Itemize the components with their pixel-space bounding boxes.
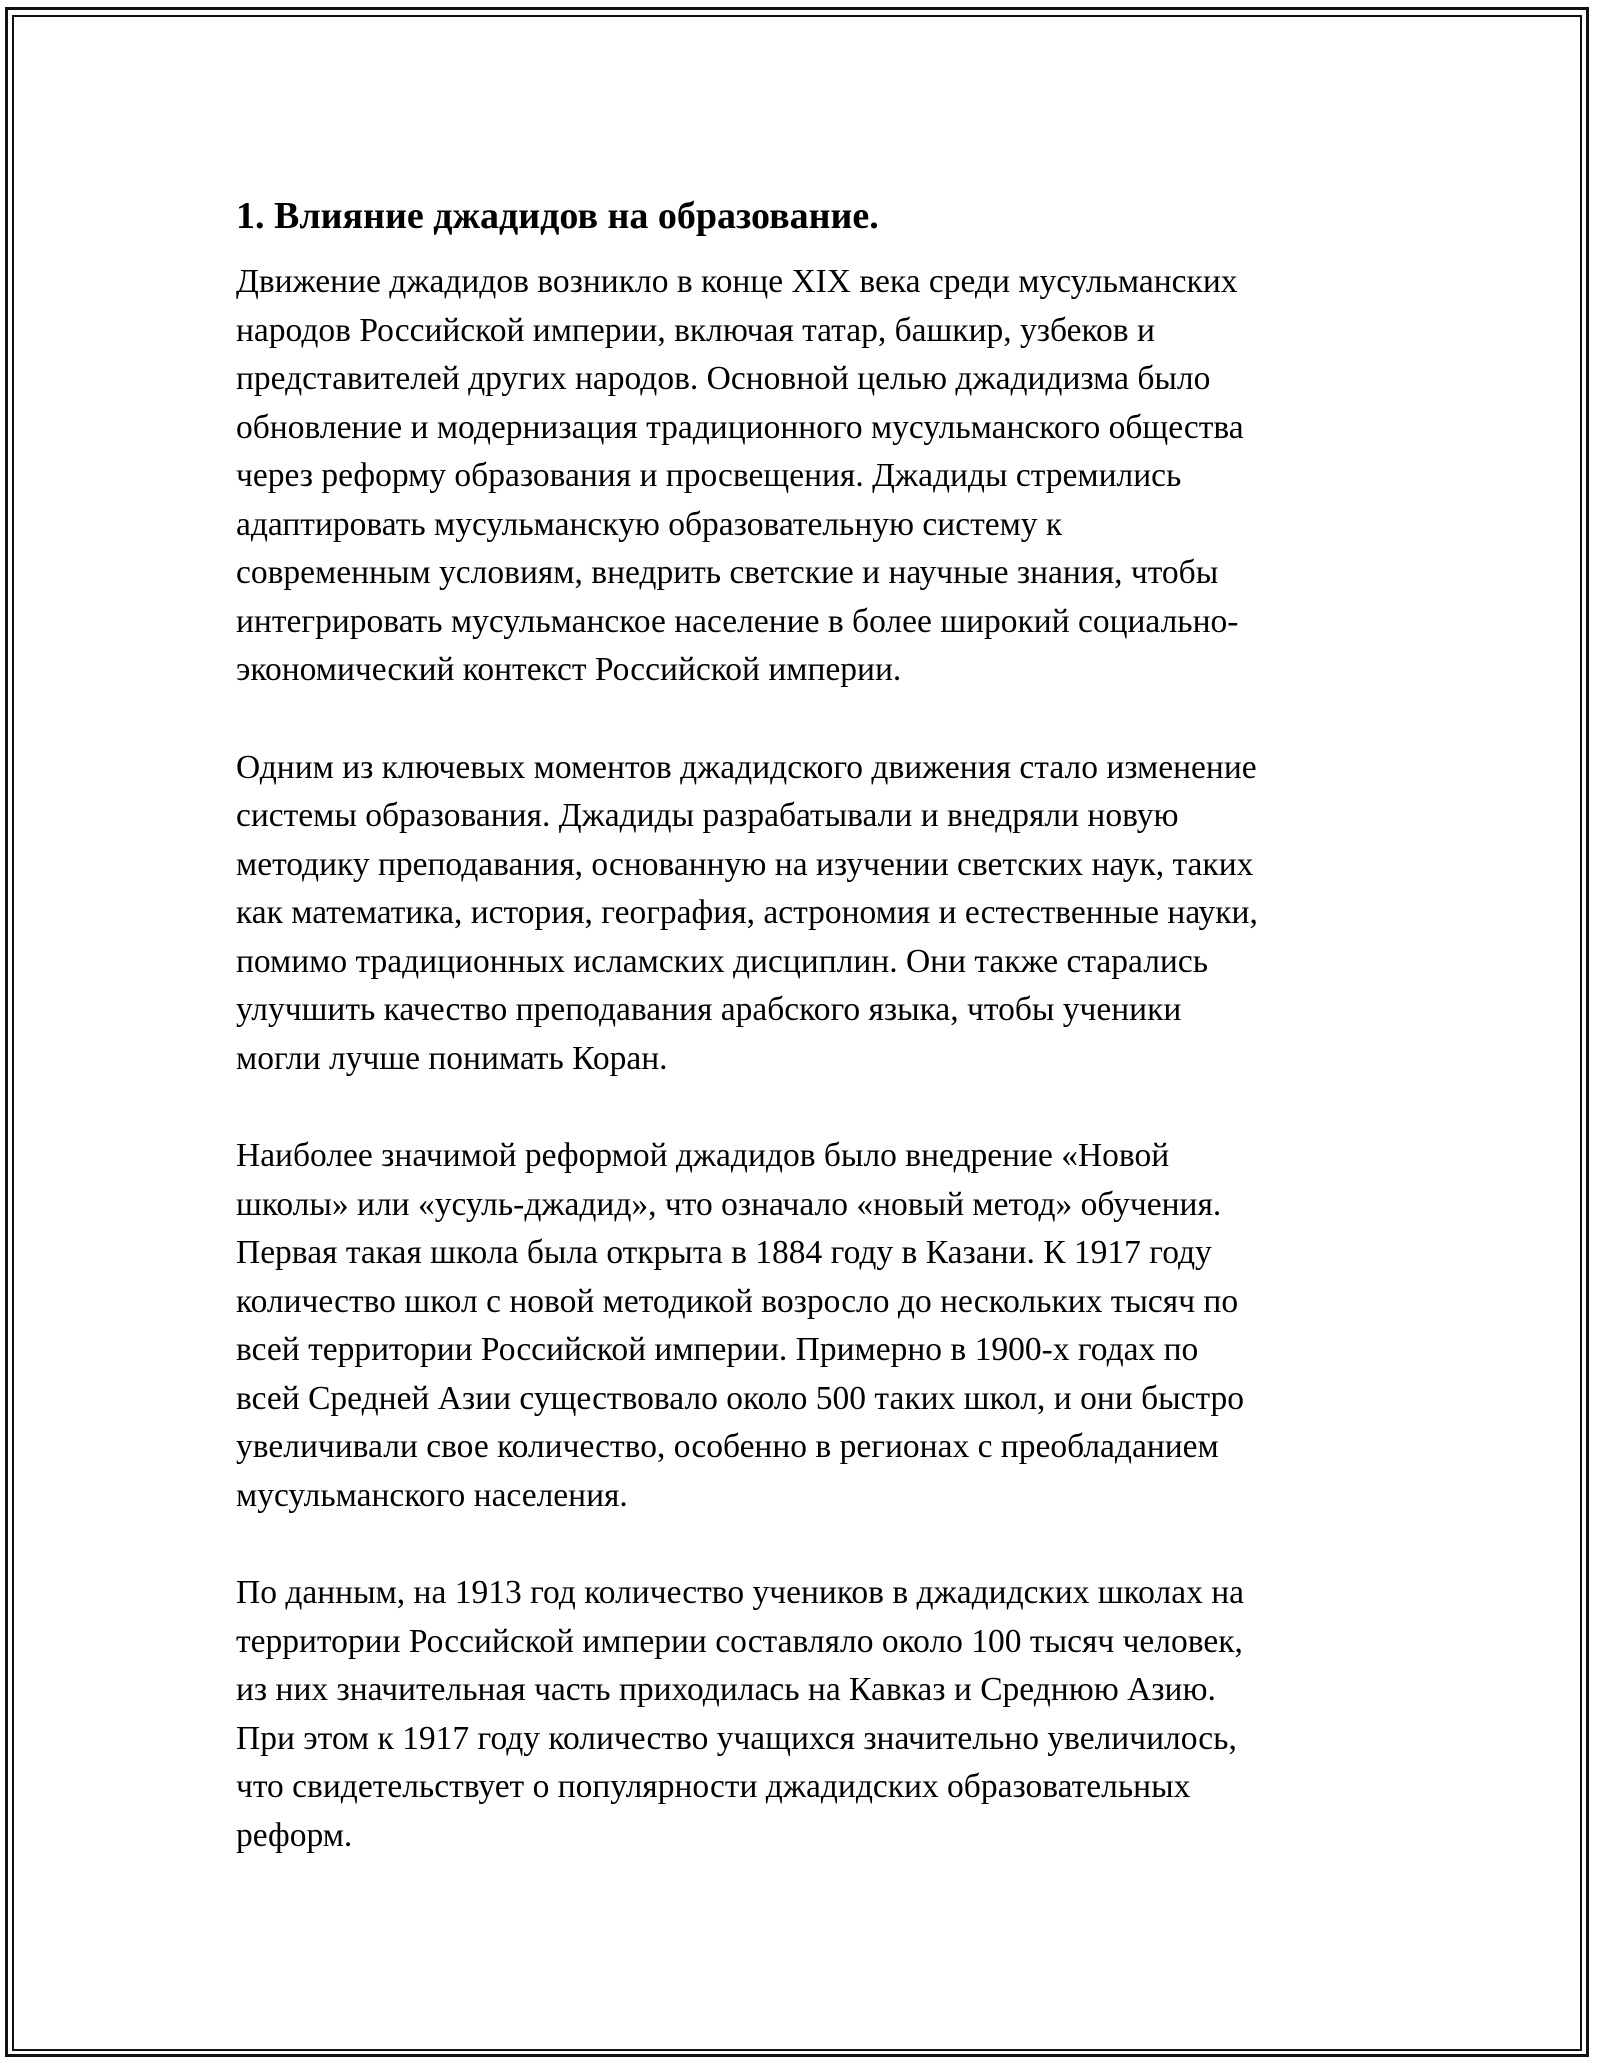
paragraph-4: По данным, на 1913 год количество учеников в джадидских школах на территории Российской империи составляло около 100 тысяч человек, из них значительная часть приходилась на Кавказ и Среднюю Азию. При этом к 1917 году количество учащихся значительно увеличилось, что свидетельствует о популярности джадидских образовательных реформ. bbox=[236, 1574, 1244, 1854]
paragraph-2: Одним из ключевых моментов джадидского движения стало изменение системы образования. Джадиды разрабатывали и внедряли новую методику преподавания, основанную на изучении светских наук, таких как математика, история, география, астрономия и естественные науки, помимо традиционных исламских дисциплин. Они также старались улучшить качество преподавания арабского языка, чтобы ученики могли лучше понимать Коран. bbox=[236, 748, 1258, 1077]
section-heading: 1. Влияние джадидов на образование. bbox=[236, 195, 879, 237]
paragraph-1: Движение джадидов возникло в конце XIX века среди мусульманских народов Российской империи, включая татар, башкир, узбеков и представителей других народов. Основной целью джадидизма было обновление и модернизация традиционного мусульманского общества через реформу образования и просвещения. Джадиды стремились адаптировать мусульманскую образовательную систему к современным условиям, внедрить светские и научные знания, чтобы интегрировать мусульманское население в более широкий социально- экономический контекст Российской империи. bbox=[236, 263, 1244, 688]
paragraph-3: Наиболее значимой реформой джадидов было внедрение «Новой школы» или «усуль-джадид», что означало «новый метод» обучения. Первая такая школа была открыта в 1884 году в Казани. К 1917 году количество школ с новой методикой возросло до нескольких тысяч по всей территории Российской империи. Примерно в 1900-х годах по всей Средней Азии существовало около 500 таких школ, и они быстро увеличивали свое количество, особенно в регионах с преобладанием мусульманского населения. bbox=[236, 1137, 1245, 1514]
document-body bbox=[236, 186, 1376, 1909]
